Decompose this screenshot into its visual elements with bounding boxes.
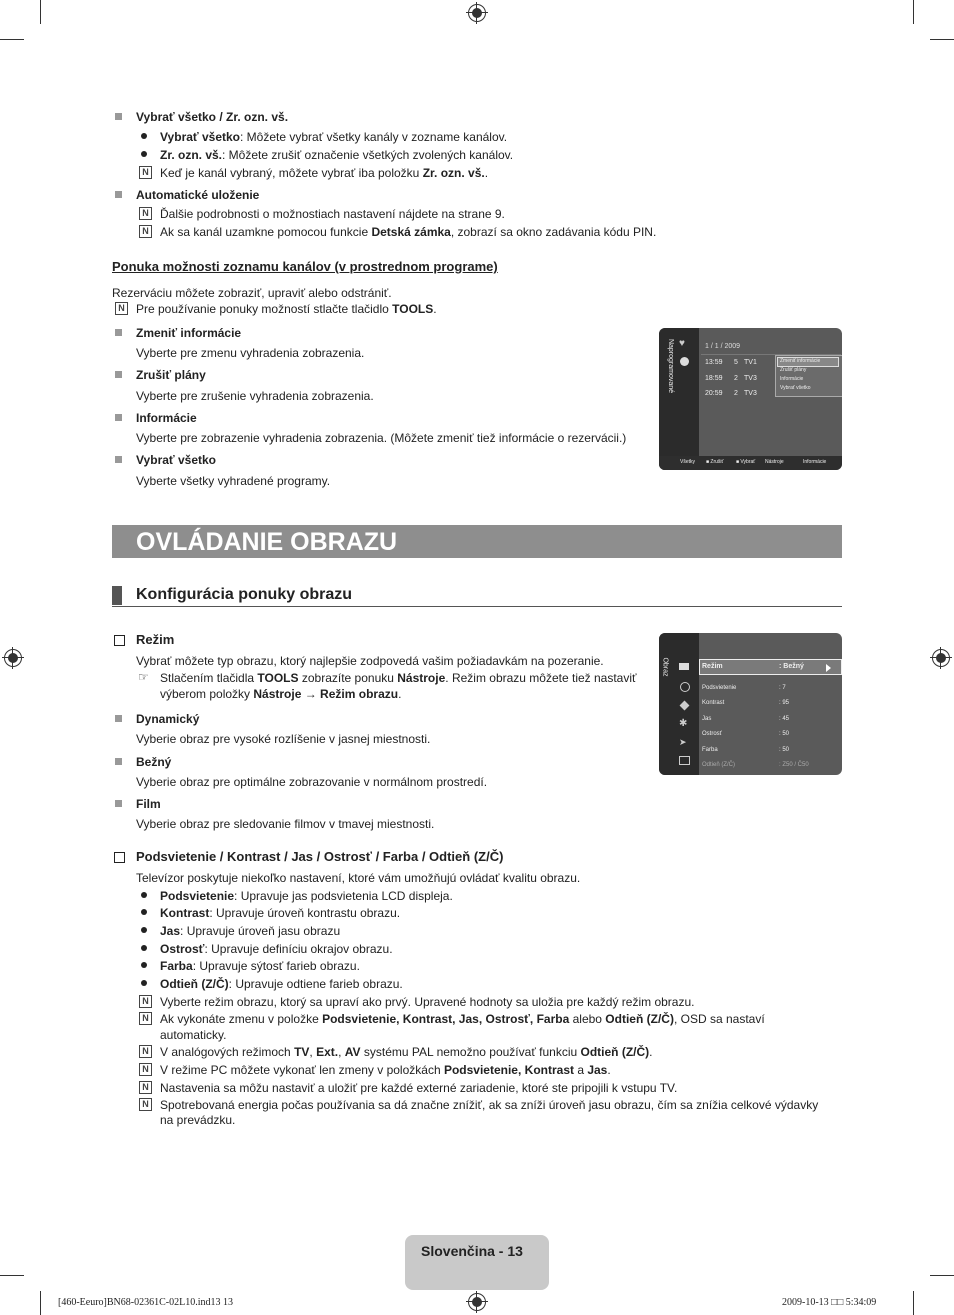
bullet-icon (141, 892, 147, 898)
osd-selected-value: : Bežný (779, 663, 804, 670)
sound-icon (680, 682, 690, 692)
square-bullet-icon (115, 329, 122, 336)
checkbox-bullet-icon (114, 635, 125, 646)
osd-footer-item: ■ Zrušiť (706, 459, 724, 465)
note-text: na prevádzku. (160, 1113, 236, 1127)
osd-menu-item: Vybrať všetko (780, 385, 811, 391)
square-bullet-icon (115, 371, 122, 378)
osd-row-num: 2 (734, 390, 738, 397)
osd-row-num: 5 (734, 359, 738, 366)
note-icon: N (139, 1045, 152, 1058)
note-icon: N (139, 166, 152, 179)
checkbox-bullet-icon (114, 852, 125, 863)
registration-mark-icon (4, 649, 22, 667)
page-number-box (405, 1235, 549, 1290)
chapter-banner (112, 525, 842, 558)
clock-icon (680, 357, 689, 366)
bullet-icon (141, 909, 147, 915)
bullet-icon (141, 133, 147, 139)
note-icon: N (139, 207, 152, 220)
osd-row-label: Kontrast (702, 700, 725, 706)
osd-menu-item: Informácie (780, 376, 804, 382)
osd-row-label: Odtieň (Z/Č) (702, 762, 736, 768)
osd-date: 1 / 1 / 2009 (705, 343, 741, 350)
tools-text: výberom položky Nástroje → Režim obrazu. (160, 687, 402, 701)
bullet-text: Zr. ozn. vš.: Môžete zrušiť označenie všetkých zvolených kanálov. (160, 148, 514, 162)
crop-mark (0, 1275, 24, 1276)
item-heading: Režim (136, 632, 175, 647)
note-icon: N (139, 995, 152, 1008)
item-heading: Automatické uloženie (136, 188, 260, 202)
tools-text: Stlačením tlačidla TOOLS zobrazíte ponuku Nástroje. Režim obrazu môžete tiež nastaviť (160, 671, 637, 685)
subheading: Konfigurácia ponuky obrazu (136, 586, 353, 603)
osd-footer-item: Všetky (680, 459, 696, 465)
item-heading: Bežný (136, 755, 172, 769)
osd-footer-item: Informácie (803, 459, 827, 465)
osd-selected-label: Režim (702, 663, 723, 670)
osd-row-num: 2 (734, 375, 738, 382)
square-bullet-icon (115, 800, 122, 807)
item-heading: Film (136, 797, 161, 811)
square-bullet-icon (115, 758, 122, 765)
bullet-icon (141, 980, 147, 986)
note-text: Ak sa kanál uzamkne pomocou funkcie Detská zámka, zobrazí sa okno zadávania kódu PIN. (160, 225, 657, 239)
bullet-icon (141, 927, 147, 933)
crop-mark (0, 39, 24, 40)
bullet-text: Kontrast: Upravuje úroveň kontrastu obrazu. (160, 906, 401, 920)
item-text: Vyberie obraz pre optimálne zobrazovanie v normálnom prostredí. (136, 775, 488, 789)
note-text: V režime PC môžete vykonať len zmeny v položkách Podsvietenie, Kontrast a Jas. (160, 1063, 611, 1077)
osd-row-channel: TV3 (744, 390, 757, 397)
note-text: automaticky. (160, 1028, 227, 1042)
registration-mark-icon (932, 649, 950, 667)
item-text: Vyberte všetky vyhradené programy. (136, 474, 331, 488)
osd-tools-menu (775, 355, 842, 397)
section-heading: Ponuka možnosti zoznamu kanálov (v prostrednom programe) (112, 259, 498, 274)
input-icon: ➤ (679, 737, 687, 747)
osd-row-value: : 7 (779, 685, 786, 691)
bullet-icon (141, 151, 147, 157)
subheading-marker (112, 586, 122, 605)
item-text: Vyberte pre zrušenie vyhradenia zobrazenia. (136, 389, 374, 403)
item-heading: Podsvietenie / Kontrast / Jas / Ostrosť / Farba / Odtieň (Z/Č) (136, 849, 504, 864)
osd-row-value: : 50 (779, 747, 790, 753)
bullet-text: Odtieň (Z/Č): Upravuje odtiene farieb obrazu. (160, 977, 403, 991)
osd-footer-item: Nástroje (765, 459, 784, 465)
osd-row-time: 20:59 (705, 390, 723, 397)
heart-icon: ♥ (679, 338, 685, 349)
item-heading: Zmeniť informácie (136, 326, 242, 340)
note-text: V analógových režimoch TV, Ext., AV systému PAL nemožno používať funkciu Odtieň (Z/Č). (160, 1045, 653, 1059)
intro-text: Televízor poskytuje niekoľko nastavení, ktoré vám umožňujú ovládať kvalitu obrazu. (136, 871, 581, 885)
bullet-icon (141, 962, 147, 968)
osd-footer-item: ■ Vybrať (736, 459, 756, 465)
crop-mark (913, 1291, 914, 1315)
chapter-title: OVLÁDANIE OBRAZU (136, 528, 398, 556)
print-footer-right: 2009-10-13 □□ 5:34:09 (782, 1297, 877, 1308)
osd-menu-item: Zmeniť informácie (780, 358, 821, 364)
item-text: Vyberie obraz pre sledovanie filmov v tmavej miestnosti. (136, 817, 435, 831)
item-heading: Zrušiť plány (136, 368, 206, 382)
arrow-right-icon (826, 664, 831, 672)
osd-row-value: : 45 (779, 716, 790, 722)
item-heading: Informácie (136, 411, 197, 425)
square-bullet-icon (115, 113, 122, 120)
bullet-icon (141, 945, 147, 951)
item-text: Vyberie obraz pre vysoké rozlíšenie v jasnej miestnosti. (136, 732, 431, 746)
note-icon: N (115, 302, 128, 315)
note-icon: N (139, 1012, 152, 1025)
osd-row-label: Podsvietenie (702, 685, 737, 691)
osd-row-label: Farba (702, 747, 718, 753)
note-text: Spotrebovaná energia počas používania sa dá značne znížiť, ak sa zníži úroveň jasu obrazu, čím sa znížia celkové výdavky (160, 1098, 819, 1112)
osd-menu-item: Zrušiť plány (780, 367, 807, 373)
note-text: Keď je kanál vybraný, môžete vybrať iba položku Zr. ozn. vš.. (160, 166, 489, 180)
bullet-text: Ostrosť: Upravuje definíciu okrajov obrazu. (160, 942, 393, 956)
item-text: Vyberte pre zobrazenie vyhradenia zobrazenia. (Môžete zmeniť tiež informácie o rezervácii.) (136, 431, 627, 445)
setup-icon: ✱ (679, 718, 688, 729)
osd-row-channel: TV1 (744, 359, 757, 366)
osd-picture-menu-screenshot (659, 633, 842, 775)
note-text: Ďalšie podrobnosti o možnostiach nastavení nájdete na strane 9. (160, 207, 505, 221)
note-icon: N (139, 1098, 152, 1111)
registration-mark-icon (468, 4, 486, 22)
note-text: Vyberte režim obrazu, ktorý sa upraví ako prvý. Upravené hodnoty sa uložia pre každý režim obrazu. (160, 995, 695, 1009)
note-text: Pre používanie ponuky možností stlačte tlačidlo TOOLS. (136, 302, 437, 316)
square-bullet-icon (115, 191, 122, 198)
crop-mark (930, 39, 954, 40)
osd-row-label: Ostrosť (702, 731, 722, 737)
note-text: Nastavenia sa môžu nastaviť a uložiť pre každé externé zariadenie, ktoré ste pripojili k vstupu TV. (160, 1081, 678, 1095)
square-bullet-icon (115, 715, 122, 722)
crop-mark (40, 0, 41, 24)
osd-row-channel: TV3 (744, 375, 757, 382)
osd-row-time: 18:59 (705, 375, 723, 382)
note-icon: N (139, 1081, 152, 1094)
note-icon: N (139, 225, 152, 238)
note-icon: N (139, 1063, 152, 1076)
crop-mark (40, 1291, 41, 1315)
item-text: Vybrať môžete typ obrazu, ktorý najlepšie zodpovedá vašim požiadavkám na pozeranie. (136, 654, 604, 668)
registration-mark-icon (468, 1293, 486, 1311)
note-text: Ak vykonáte zmenu v položke Podsvietenie, Kontrast, Jas, Ostrosť, Farba alebo Odtieň (Z/Č), OSD sa nastaví (160, 1012, 765, 1026)
bullet-text: Jas: Upravuje úroveň jasu obrazu (160, 924, 341, 938)
crop-mark (913, 0, 914, 24)
bullet-text: Podsvietenie: Upravuje jas podsvietenia LCD displeja. (160, 889, 453, 903)
bullet-text: Farba: Upravuje sýtosť farieb obrazu. (160, 959, 360, 973)
osd-side-label: Obraz (661, 657, 669, 677)
item-text: Vyberte pre zmenu vyhradenia zobrazenia. (136, 346, 365, 360)
osd-row-time: 13:59 (705, 359, 723, 366)
square-bullet-icon (115, 414, 122, 421)
item-heading: Vybrať všetko (136, 453, 217, 467)
bullet-text: Vybrať všetko: Môžete vybrať všetky kanály v zozname kanálov. (160, 130, 508, 144)
osd-schedule-screenshot (659, 328, 842, 470)
tools-remote-icon: ☞ (138, 670, 149, 684)
square-bullet-icon (115, 456, 122, 463)
osd-row-value: : Z50 / Č50 (779, 762, 809, 768)
print-footer-left: [460-Eeuro]BN68-02361C-02L10.ind13 13 (58, 1297, 233, 1308)
item-heading: Dynamický (136, 712, 200, 726)
page-number: Slovenčina - 13 (421, 1243, 523, 1259)
subheading-rule (112, 606, 842, 607)
picture-icon (679, 663, 689, 670)
osd-row-label: Jas (702, 716, 712, 722)
osd-side-label: Naprogramované (667, 338, 675, 394)
osd-row-value: : 50 (779, 731, 790, 737)
osd-row-value: : 95 (779, 700, 790, 706)
item-heading: Vybrať všetko / Zr. ozn. vš. (136, 110, 289, 124)
intro-text: Rezerváciu môžete zobraziť, upraviť alebo odstrániť. (112, 286, 392, 300)
support-icon (679, 756, 690, 765)
crop-mark (930, 1275, 954, 1276)
